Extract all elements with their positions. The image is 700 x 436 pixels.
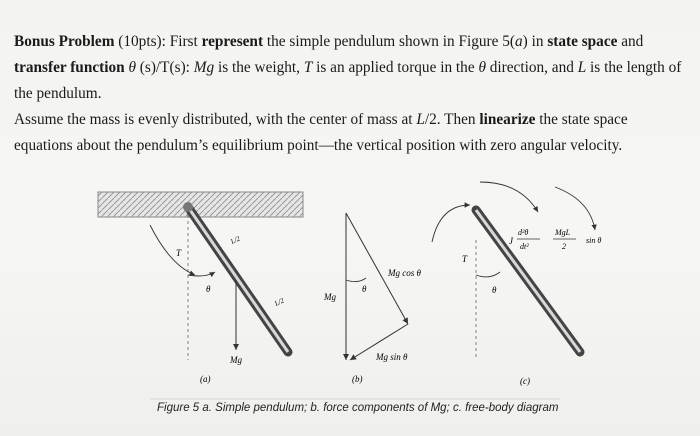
torque-arrow-a <box>150 225 195 275</box>
label-mgsin: Mg sin θ <box>376 352 408 362</box>
ceiling <box>98 192 303 217</box>
label-a: (a) <box>200 374 211 384</box>
torque-arrow-c <box>432 205 470 242</box>
label-d2theta: d²θ <box>518 228 529 237</box>
figure-caption: Figure 5 a. Simple pendulum; b. force components of Mg; c. free-body diagram <box>157 402 559 414</box>
label-theta-b: θ <box>362 284 367 294</box>
label-sin: sin θ <box>586 236 602 245</box>
gravity-arrow-c <box>555 187 595 230</box>
label-theta-a: θ <box>206 284 211 294</box>
label-two: 2 <box>562 242 566 251</box>
problem-line-2: Assume the mass is evenly distributed, with the center of mass at <box>14 111 417 128</box>
inertia-arrow-c <box>480 182 538 212</box>
label-dt2: dt² <box>520 242 529 251</box>
label-c: (c) <box>520 376 530 386</box>
label-Mg-a: Mg <box>230 355 242 365</box>
force-triangle-b <box>346 213 408 360</box>
label-L2-top: L/2 <box>229 234 242 246</box>
theta-arc-c <box>476 272 500 277</box>
label-T-c: T <box>462 254 468 264</box>
label-mgcos: Mg cos θ <box>388 268 421 278</box>
problem-heading: Bonus Problem <box>14 33 115 50</box>
label-L2-bottom: L/2 <box>273 296 286 308</box>
label-T-a: T <box>176 248 182 258</box>
problem-statement: Bonus Problem (10pts): First represent the simple pendulum shown in Figure 5(a) in state space and transfer function θ (s)/T(s): Mg is the weight, T is an applied torque in the θ direction, and L is the length of the pendulum. Assume the mass is evenly distributed, with the center of mass at L/2. Then linearize the state space equations about the pendulum’s equilibrium point—the vertical position with zero angular velocity. <box>14 33 682 154</box>
label-MgL: MgL <box>555 228 571 237</box>
label-theta-c: θ <box>492 285 497 295</box>
label-J: J <box>509 236 513 246</box>
theta-arc-b <box>346 278 366 282</box>
label-Mg-b: Mg <box>324 292 336 302</box>
label-b: (b) <box>352 374 363 384</box>
